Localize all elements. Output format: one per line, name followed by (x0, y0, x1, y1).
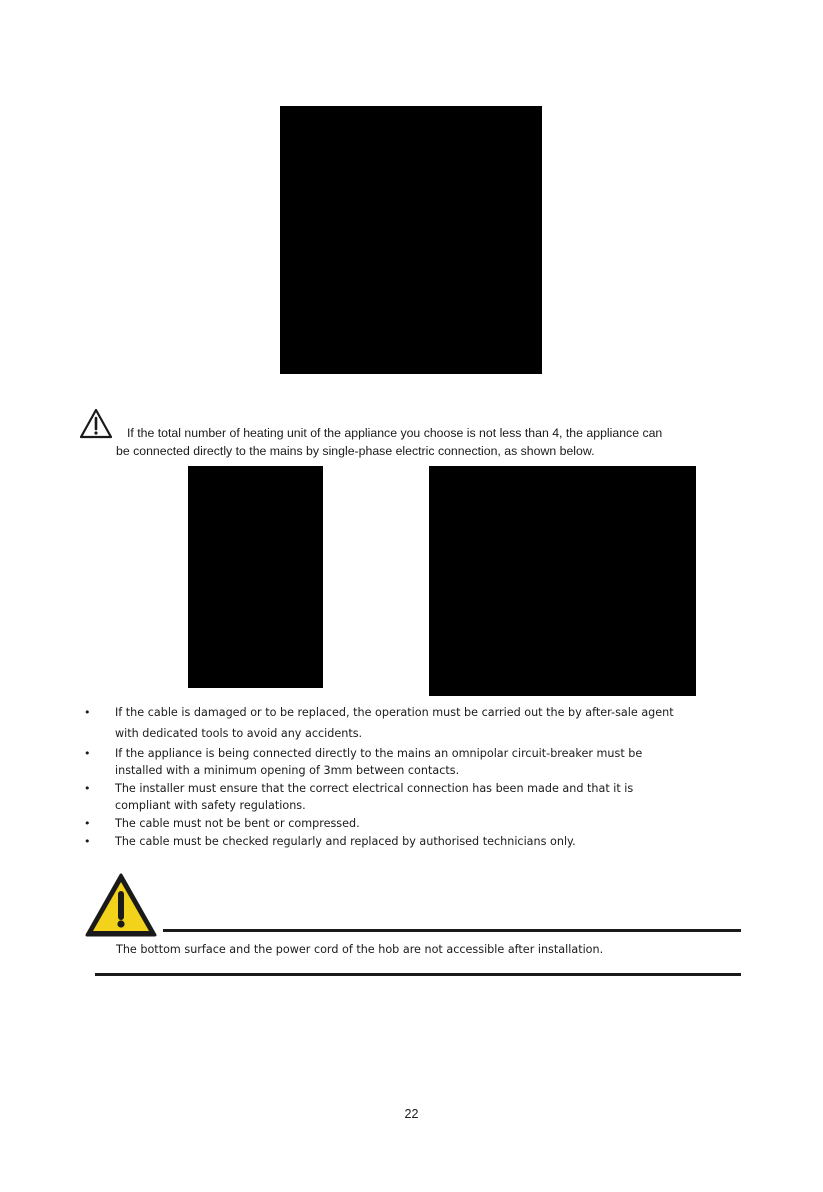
warning-triangle-outline-icon (79, 408, 113, 440)
single-phase-connection-figure-left (188, 466, 323, 688)
list-item: • If the cable is damaged or to be replaced, the operation must be carried out the by after-sale agent with dedicated tools to avoid any accidents. (84, 702, 744, 744)
intro-line-2: be connected directly to the mains by single-phase electric connection, as shown below. (116, 444, 595, 458)
single-phase-connection-note (116, 424, 741, 460)
caution-bottom-rule (95, 973, 741, 976)
list-item: • The cable must not be bent or compressed. (84, 815, 744, 832)
single-phase-connection-figure-right (429, 466, 696, 696)
warning-triangle-yellow-icon (84, 872, 158, 938)
page-number: 22 (404, 1107, 419, 1121)
list-item: • If the appliance is being connected directly to the mains an omnipolar circuit-breaker must be installed with a minimum opening of 3mm between contacts. (84, 745, 744, 779)
intro-line-1: If the total number of heating unit of the appliance you choose is not less than 4, the appliance can (127, 426, 663, 440)
list-item: • The cable must be checked regularly and replaced by authorised technicians only. (84, 833, 744, 850)
caution-text: The bottom surface and the power cord of the hob are not accessible after installation. (116, 943, 604, 956)
caution-top-rule (163, 929, 741, 932)
list-item: • The installer must ensure that the correct electrical connection has been made and that it is compliant with safety regulations. (84, 780, 744, 814)
electrical-safety-list (84, 702, 744, 851)
hob-installation-figure (280, 106, 542, 374)
